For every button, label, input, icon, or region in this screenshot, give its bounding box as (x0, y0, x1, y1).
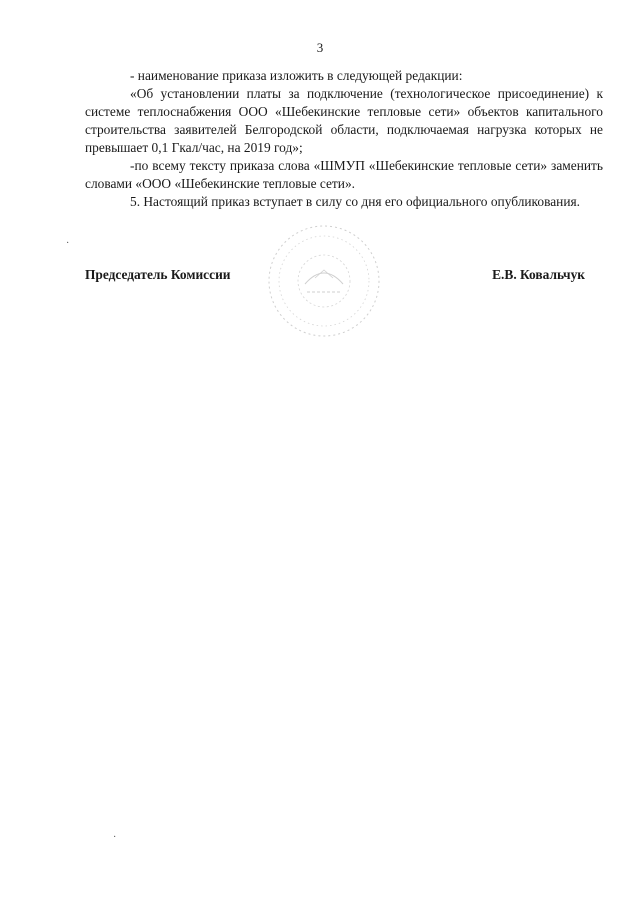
paragraph-effective: 5. Настоящий приказ вступает в силу со дня его официального опубликования. (130, 194, 580, 209)
scan-speck: · (66, 238, 70, 249)
signatory-name: Е.В. Ковальчук (492, 267, 585, 282)
document-body (85, 67, 603, 211)
paragraph-text-replace: -по всему тексту приказа слова «ШМУП «Шебекинские тепловые сети» заменить словами «ООО «Шебекинские тепловые сети». (85, 158, 603, 191)
page-number: 3 (316, 40, 324, 55)
paragraph-new-title: «Об установлении платы за подключение (технологическое присоединение) к системе теплоснабжения ООО «Шебекинские тепловые сети» объектов капитального строительства заявителей Белгородской области, подключаемая нагрузка которых не превышает 0,1 Гкал/час, на 2019 год»; (85, 86, 603, 155)
paragraph-title-change: - наименование приказа изложить в следующей редакции: (130, 68, 463, 83)
scan-speck: · (113, 832, 117, 843)
signature-block (85, 267, 585, 283)
signatory-position: Председатель Комиссии (85, 267, 231, 282)
